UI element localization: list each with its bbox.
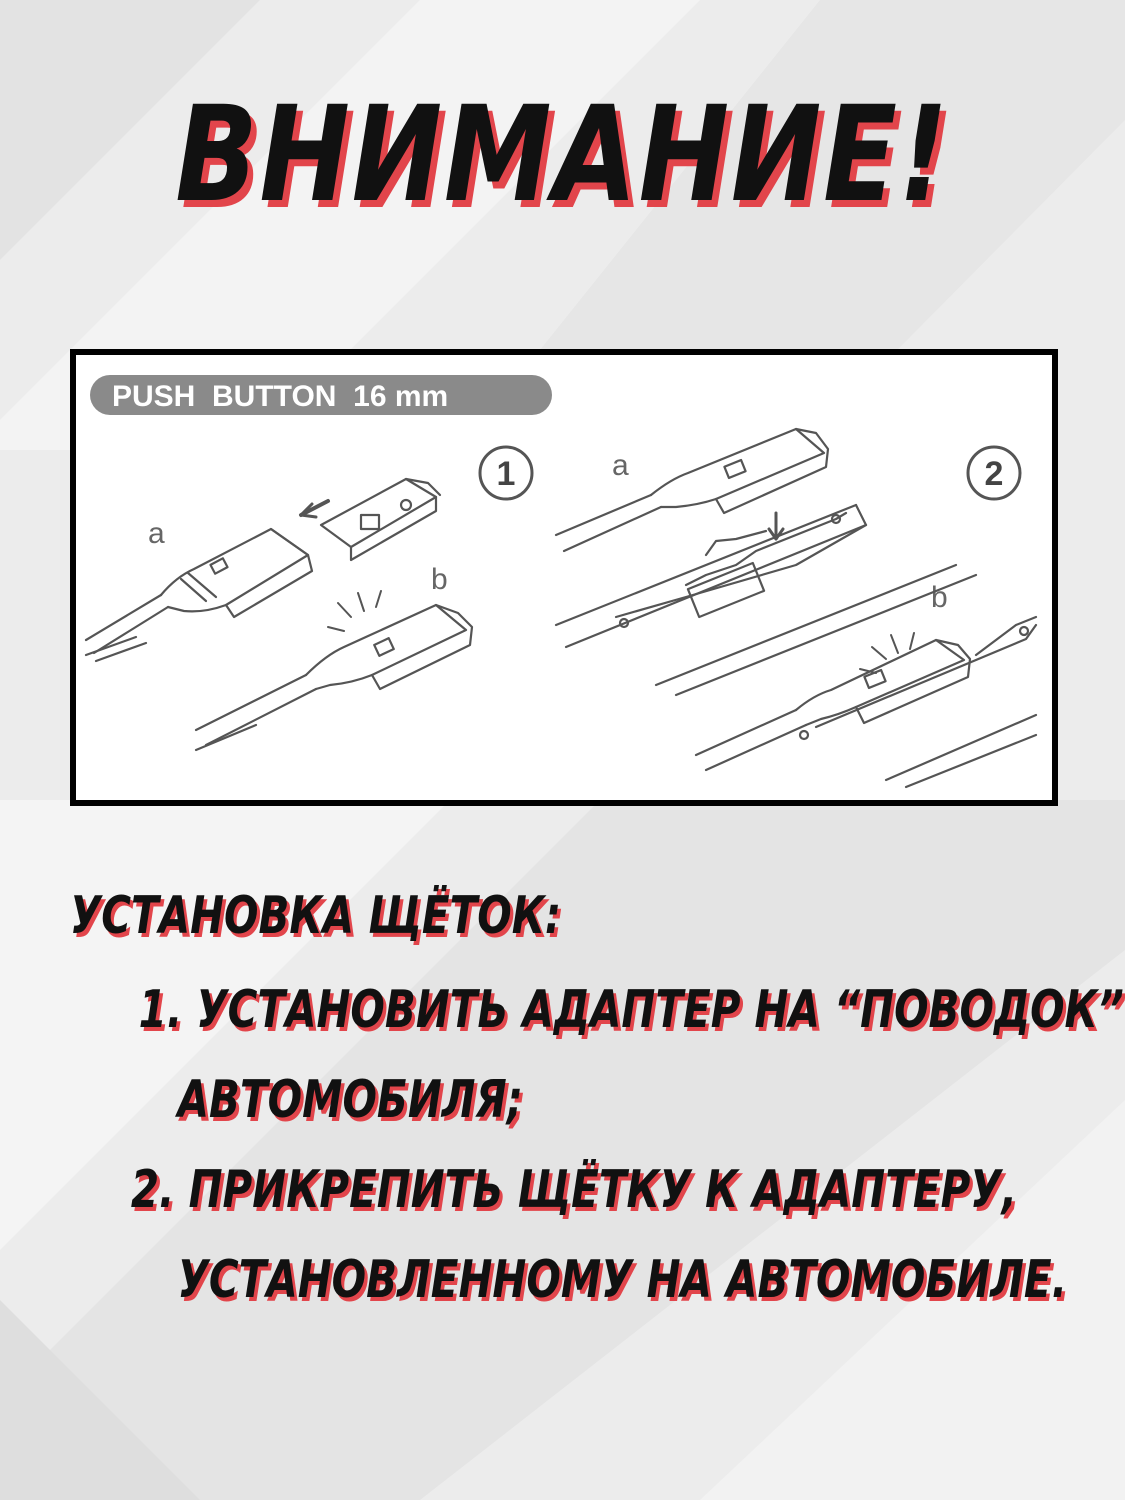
label-2a: a <box>612 449 629 482</box>
step-2-line-1: 2. ПРИКРЕПИТЬ ЩЁТКУ К АДАПТЕРУ, <box>130 1160 1017 1220</box>
step-1-number: 1 <box>496 455 516 493</box>
step-2-number: 2 <box>984 455 1004 493</box>
adapter-1 <box>301 479 440 560</box>
label-1b: b <box>431 563 448 596</box>
installation-diagram <box>70 349 1058 806</box>
step-1-marker <box>480 447 532 499</box>
step-2-marker <box>968 447 1020 499</box>
wiper-arm-2b <box>696 617 1036 787</box>
diagram-drawing <box>76 355 1052 800</box>
step-1-line-2: АВТОМОБИЛЯ; <box>177 1070 523 1130</box>
diagram-badge: PUSH BUTTON 16 mm <box>112 380 449 413</box>
wiper-blade-2a <box>556 505 976 695</box>
step-1-line-1: 1. УСТАНОВИТЬ АДАПТЕР НА “ПОВОДОК” <box>138 980 1124 1040</box>
wiper-arm-1a <box>86 529 312 661</box>
instructions-title: УСТАНОВКА ЩЁТОК: <box>70 886 562 946</box>
label-2b: b <box>931 581 948 614</box>
step-2-line-2: УСТАНОВЛЕННОМУ НА АВТОМОБИЛЕ. <box>177 1250 1068 1310</box>
label-1a: a <box>148 517 165 550</box>
page-headline: ВНИМАНИЕ! <box>175 78 950 232</box>
